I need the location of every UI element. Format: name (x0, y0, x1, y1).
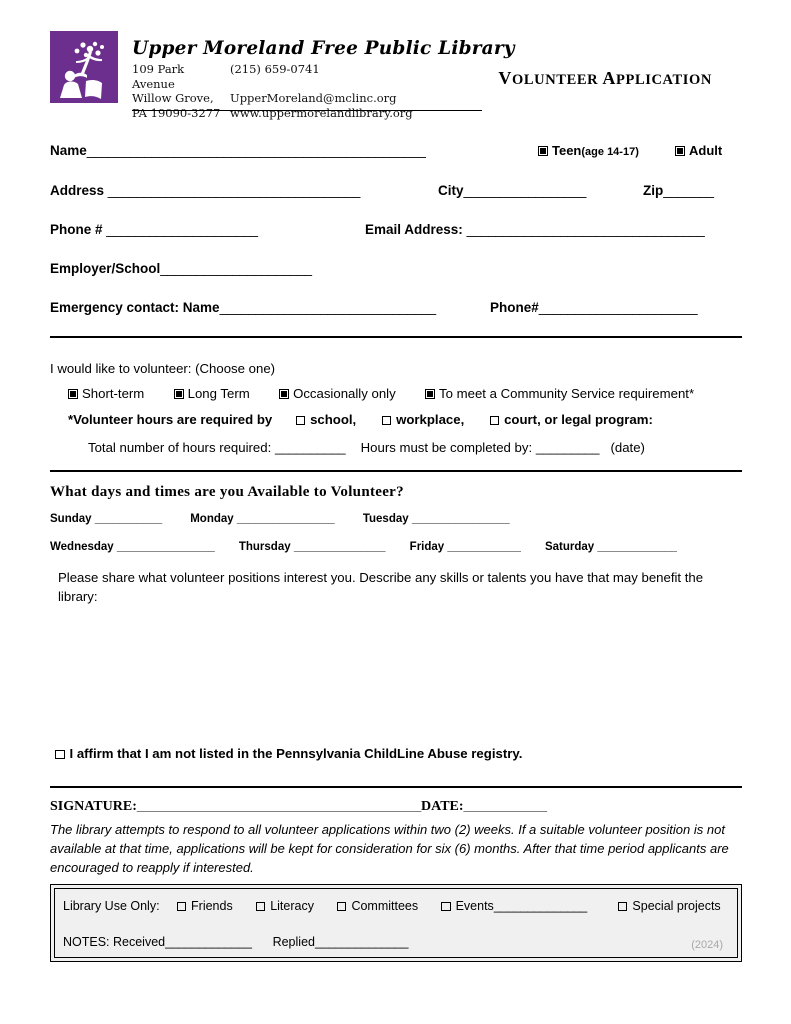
required-by-row[interactable] (68, 412, 653, 427)
library-name: Upper Moreland Free Public Library (132, 38, 515, 59)
notes-received-label: NOTES: Received (63, 935, 166, 949)
school-checkbox[interactable] (296, 416, 306, 426)
page-title-v: V (498, 68, 513, 88)
emergency-phone-rule[interactable]: ______________________ (538, 300, 698, 315)
library-email: UpperMoreland@mclinc.org (230, 91, 397, 105)
long-term-checkbox[interactable] (174, 389, 184, 399)
emergency-contact-label: Emergency contact: Name (50, 300, 220, 315)
teen-label: Teen (552, 143, 582, 158)
zip-field-row[interactable] (643, 183, 714, 198)
sunday-rule[interactable]: ___________ (94, 513, 162, 525)
page-title (498, 68, 712, 89)
thursday-rule[interactable]: _______________ (293, 541, 386, 553)
emergency-phone-row[interactable] (490, 300, 697, 315)
employer-input-rule[interactable]: _____________________ (160, 261, 312, 276)
friday-label: Friday (409, 541, 445, 553)
library-phone: (215) 659-0741 (230, 62, 320, 76)
divider-2 (50, 470, 742, 472)
disclaimer-line3: time period applicants are encouraged to reapply if interested. (50, 841, 729, 875)
total-hours-label: Total number of hours required: (88, 440, 272, 455)
divider-3 (50, 786, 742, 788)
address-label: Address (50, 183, 105, 198)
emergency-name-row[interactable] (50, 300, 436, 315)
tuesday-label: Tuesday (362, 513, 409, 525)
literacy-label: Literacy (270, 899, 314, 913)
library-use-notes-row[interactable] (63, 935, 408, 949)
teen-age-note: (age 14-17) (581, 146, 639, 158)
phone-input-rule[interactable]: _____________________ (106, 222, 258, 237)
adult-checkbox[interactable] (675, 146, 685, 156)
name-input-rule[interactable]: _______________________________________________ (86, 143, 426, 158)
response-disclaimer (50, 820, 742, 877)
availability-heading: What days and times are you Available to Volunteer? (50, 484, 404, 500)
emergency-phone-label: Phone# (490, 300, 539, 315)
page-title-a: A (602, 68, 617, 88)
name-label: Name (50, 143, 87, 158)
volunteer-options-row[interactable] (68, 386, 694, 401)
occasionally-checkbox[interactable] (279, 389, 289, 399)
teen-checkbox-group[interactable] (538, 143, 639, 158)
disclaimer-line1: The library attempts to respond to all volunteer applications within two (2) weeks. If a suitable volunteer (50, 822, 642, 837)
childline-affirmation-label: I affirm that I am not listed in the Pennsylvania ChildLine Abuse registry. (69, 746, 523, 761)
notes-received-rule[interactable]: _____________ (165, 935, 252, 949)
library-use-label: Library Use Only: (63, 899, 160, 913)
name-field-row[interactable] (50, 143, 426, 158)
email-field-row[interactable] (365, 222, 704, 237)
community-service-label: To meet a Community Service requirement* (439, 386, 695, 401)
form-year: (2024) (691, 939, 723, 951)
committees-checkbox[interactable] (337, 902, 347, 912)
court-checkbox[interactable] (490, 416, 500, 426)
short-term-label: Short-term (82, 386, 145, 401)
interests-prompt-line2: benefit the library: (58, 570, 704, 604)
signature-label: SIGNATURE: (50, 799, 137, 814)
interests-prompt (58, 568, 718, 606)
employer-label: Employer/School (50, 261, 161, 276)
date-rule[interactable]: ____________ (463, 798, 547, 813)
library-logo (50, 31, 118, 103)
date-label: DATE: (421, 799, 464, 814)
wednesday-label: Wednesday (50, 541, 114, 553)
committees-label: Committees (351, 899, 419, 913)
events-label: Events (455, 899, 494, 913)
address-line3: PA 19090-3277 (132, 105, 221, 120)
saturday-label: Saturday (544, 541, 595, 553)
adult-label: Adult (689, 143, 723, 158)
total-hours-rule[interactable]: __________ (274, 440, 346, 455)
friends-checkbox[interactable] (177, 902, 187, 912)
email-input-rule[interactable]: _________________________________ (466, 222, 705, 237)
phone-label: Phone # (50, 222, 103, 237)
volunteer-intro: I would like to volunteer: (Choose one) (50, 361, 276, 376)
special-projects-checkbox[interactable] (618, 902, 628, 912)
sunday-label: Sunday (50, 513, 92, 525)
adult-checkbox-group[interactable] (675, 143, 722, 158)
school-label: school, (310, 412, 357, 427)
phone-field-row[interactable] (50, 222, 258, 237)
special-projects-label: Special projects (632, 899, 721, 913)
page-title-pplication: PPLICATION (616, 72, 712, 88)
page-title-olunteer: OLUNTEER (512, 72, 603, 88)
occasionally-label: Occasionally only (293, 386, 396, 401)
interests-prompt-line1: Please share what volunteer positions interest you. Describe any skills or talents you have that may (58, 570, 638, 585)
employer-field-row[interactable] (50, 261, 312, 276)
tuesday-rule[interactable]: ________________ (411, 513, 510, 525)
divider-1 (50, 336, 742, 338)
library-use-only-box (50, 884, 742, 962)
signature-row[interactable] (50, 798, 547, 815)
date-parenthetical: (date) (610, 440, 645, 455)
availability-row-2[interactable] (50, 541, 677, 553)
availability-row-1[interactable] (50, 513, 509, 525)
long-term-label: Long Term (187, 386, 250, 401)
completed-by-label: Hours must be completed by: (360, 440, 533, 455)
workplace-checkbox[interactable] (382, 416, 392, 426)
community-service-checkbox[interactable] (425, 389, 435, 399)
notes-replied-rule[interactable]: ______________ (314, 935, 409, 949)
events-rule[interactable]: ______________ (493, 899, 587, 913)
monday-rule[interactable]: ________________ (236, 513, 335, 525)
hours-totals-row[interactable] (88, 440, 645, 455)
workplace-label: workplace, (396, 412, 465, 427)
city-input-rule[interactable]: _________________ (463, 183, 587, 198)
completed-by-rule[interactable]: _________ (535, 440, 600, 455)
saturday-rule[interactable]: _____________ (597, 541, 677, 553)
zip-label: Zip (643, 183, 664, 198)
childline-checkbox[interactable] (55, 750, 65, 760)
events-checkbox[interactable] (441, 902, 451, 912)
notes-replied-label: Replied (272, 935, 315, 949)
signature-rule[interactable]: _________________________________________ (136, 798, 422, 813)
library-website: www.uppermorelandlibrary.org (230, 105, 413, 120)
friday-rule[interactable]: ____________ (447, 541, 521, 553)
address-line1: 109 Park Avenue (132, 62, 185, 91)
interests-answer-area[interactable] (58, 612, 718, 722)
address-input-rule[interactable]: ___________________________________ (107, 183, 361, 198)
city-label: City (438, 183, 464, 198)
friends-label: Friends (191, 899, 233, 913)
literacy-checkbox[interactable] (256, 902, 266, 912)
address-field-row[interactable] (50, 183, 360, 198)
library-contact-block (132, 62, 452, 120)
zip-input-rule[interactable]: _______ (663, 183, 714, 198)
short-term-checkbox[interactable] (68, 389, 78, 399)
hours-required-note: *Volunteer hours are required by (68, 412, 273, 427)
email-label: Email Address: (365, 222, 463, 237)
childline-affirmation-row[interactable] (55, 746, 522, 761)
address-line2: Willow Grove, (132, 91, 214, 105)
emergency-name-rule[interactable]: ______________________________ (219, 300, 436, 315)
thursday-label: Thursday (238, 541, 291, 553)
library-use-options-row[interactable] (63, 899, 721, 913)
header-divider (132, 110, 482, 111)
wednesday-rule[interactable]: ________________ (116, 541, 215, 553)
city-field-row[interactable] (438, 183, 586, 198)
teen-checkbox[interactable] (538, 146, 548, 156)
monday-label: Monday (190, 513, 234, 525)
disclaimer-line2: position is not available at that time, applications will be kept for consideration for six (6) months. After that (50, 822, 725, 856)
form-header (50, 28, 742, 120)
court-label: court, or legal program: (504, 412, 653, 427)
